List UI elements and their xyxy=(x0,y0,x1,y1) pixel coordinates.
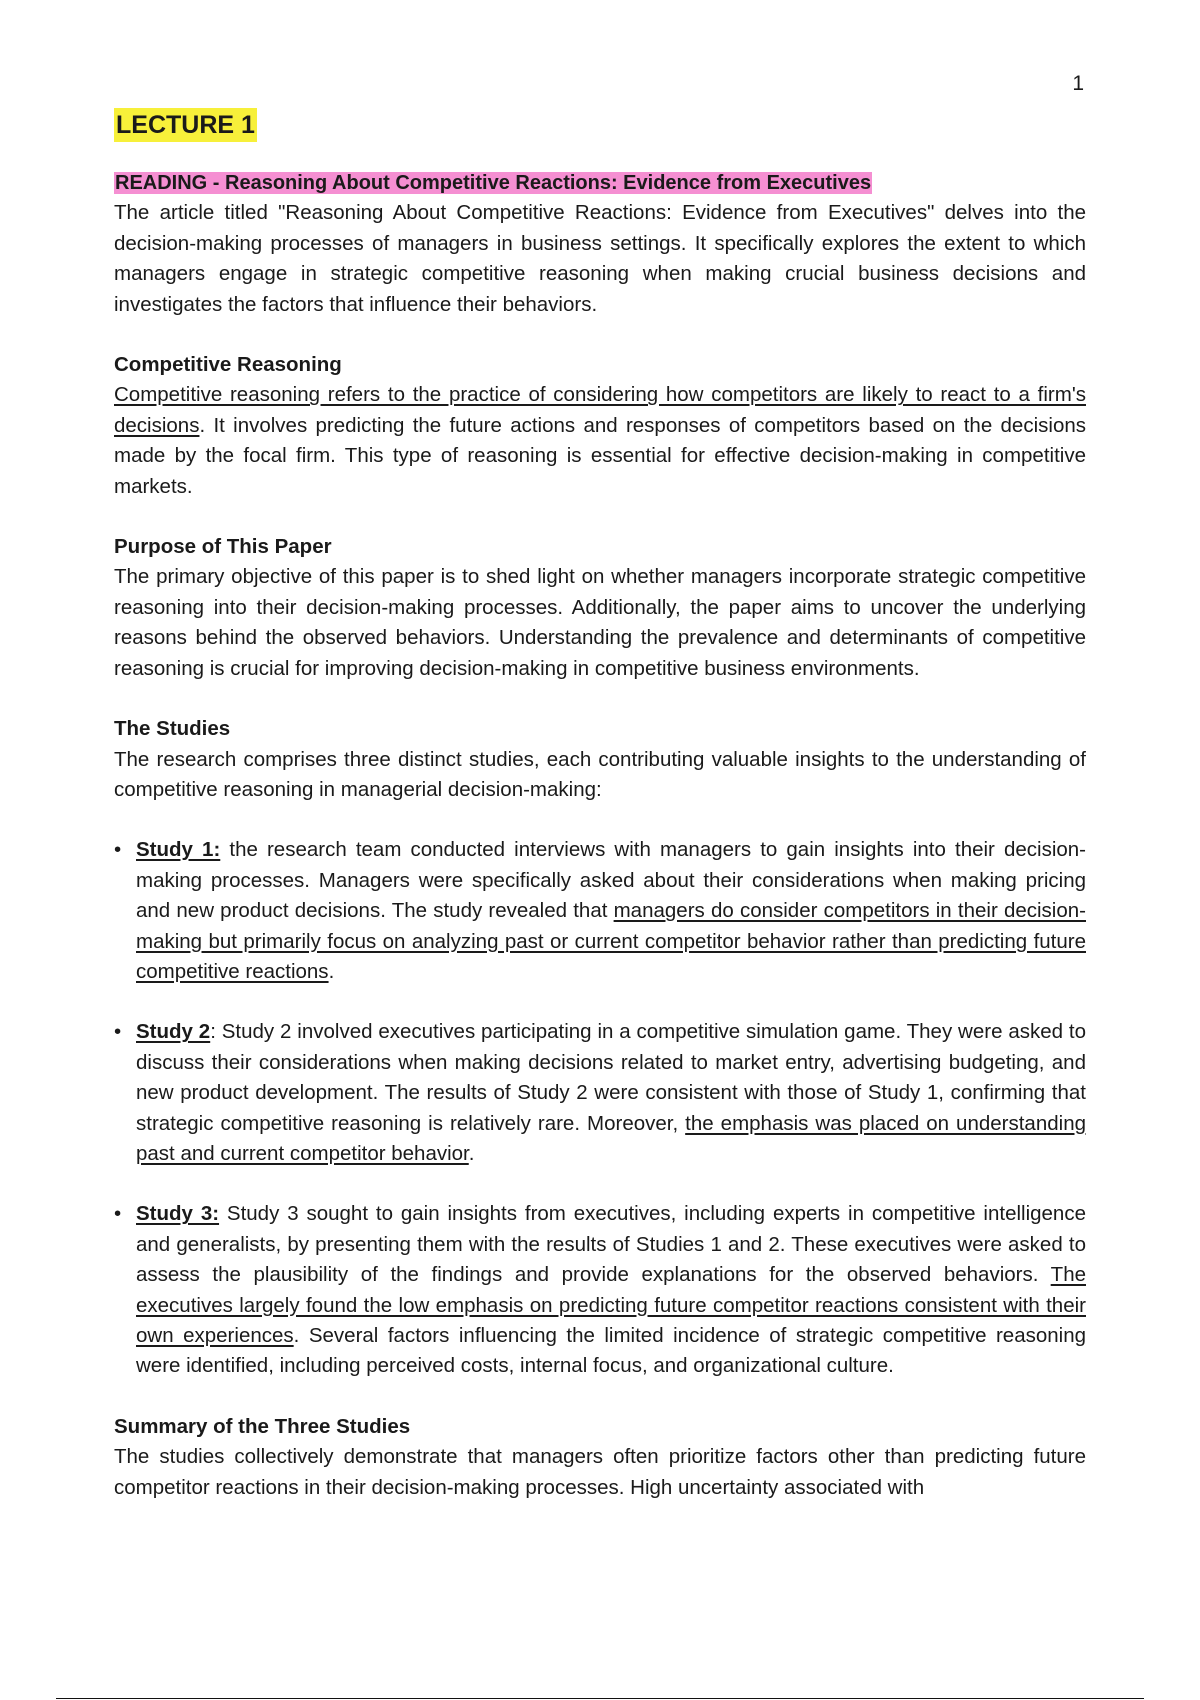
study-finding: the emphasis was placed on understanding past and current competitor behavior xyxy=(136,1111,1086,1165)
study-text: : Study 2 involved executives participating in a competitive simulation game. They were asked to discuss their considerations when making decisions related to market entry, advertising budgeting, and new product development. The results of Study 2 were consistent with those of Study 1, confirming that strategic competitive reasoning is relatively rare. Moreover, xyxy=(136,1020,1086,1135)
study-item-3 xyxy=(114,1199,1086,1381)
reading-title: READING - Reasoning About Competitive Reactions: Evidence from Executives xyxy=(115,172,872,194)
competitive-reasoning-definition: Competitive reasoning refers to the practice of considering how competitors are likely to react to a firm's decisions xyxy=(114,383,1086,437)
page-bottom-divider xyxy=(56,1698,1144,1699)
study-text-end: . Several factors influencing the limited incidence of strategic competitive reasoning were identified, including perceived costs, internal focus, and organizational culture. xyxy=(136,1324,1087,1378)
bullet-icon: • xyxy=(114,1202,122,1226)
purpose-heading: Purpose of This Paper xyxy=(114,535,332,559)
summary-paragraph: The studies collectively demonstrate that managers often prioritize factors other than predicting future competitor reactions in their decision-making processes. High uncertainty associated with xyxy=(114,1445,1086,1499)
study-label: Study 1: xyxy=(136,838,221,862)
study-text: Study 3 sought to gain insights from executives, including experts in competitive intelligence and generalists, by presenting them with the results of Studies 1 and 2. These executives were asked to assess the plausibility of the findings and provide explanations for the observed behaviors. xyxy=(136,1202,1086,1287)
studies-list xyxy=(114,835,1086,1382)
bullet-icon: • xyxy=(114,1020,122,1044)
studies-intro: The research comprises three distinct studies, each contributing valuable insights to the understanding of competitive reasoning in managerial decision-making: xyxy=(114,747,1086,801)
reading-title-line xyxy=(114,168,1086,198)
study-label: Study 2 xyxy=(136,1020,211,1044)
page-number: 1 xyxy=(1072,72,1084,95)
study-text: the research team conducted interviews with managers to gain insights into their decision-making processes. Managers were specifically asked about their considerations when making pricing and new product decisions. The study revealed that xyxy=(136,838,1087,923)
study-label: Study 3: xyxy=(136,1202,220,1226)
study-item-2 xyxy=(114,1017,1086,1169)
study-text-end: . xyxy=(328,959,335,983)
study-item-1 xyxy=(114,835,1086,987)
competitive-reasoning-paragraph xyxy=(114,380,1086,502)
bullet-icon: • xyxy=(114,838,122,862)
document-content xyxy=(114,108,1086,1503)
study-text-end: . xyxy=(468,1141,475,1165)
lecture-title: LECTURE 1 xyxy=(114,108,257,142)
intro-paragraph: The article titled "Reasoning About Competitive Reactions: Evidence from Executives" delves into the decision-making processes of managers in business settings. It specifically explores the extent to which managers engage in strategic competitive reasoning when making crucial business decisions and investigates the factors that influence their behaviors. xyxy=(114,201,1086,316)
competitive-reasoning-rest: . It involves predicting the future actions and responses of competitors based on the decisions made by the focal firm. This type of reasoning is essential for effective decision-making in competitive markets. xyxy=(114,413,1086,498)
competitive-reasoning-heading: Competitive Reasoning xyxy=(114,353,342,377)
study-finding: The executives largely found the low emphasis on predicting future competitor reactions consistent with their own experiences xyxy=(136,1263,1086,1347)
studies-heading: The Studies xyxy=(114,717,231,741)
purpose-paragraph: The primary objective of this paper is to shed light on whether managers incorporate strategic competitive reasoning into their decision-making processes. Additionally, the paper aims to uncover the underlying reasons behind the observed behaviors. Understanding the prevalence and determinants of competitive reasoning is crucial for improving decision-making in competitive business environments. xyxy=(114,565,1086,680)
study-finding: managers do consider competitors in their decision-making but primarily focus on analyzing past or current competitor behavior rather than predicting future competitive reactions xyxy=(136,899,1086,983)
summary-heading: Summary of the Three Studies xyxy=(114,1414,411,1438)
